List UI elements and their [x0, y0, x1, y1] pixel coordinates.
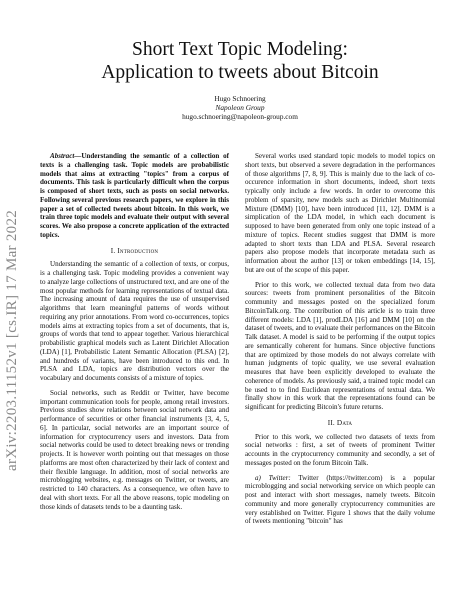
author-name: Hugo Schnoering	[214, 94, 266, 103]
paper-title	[40, 38, 440, 84]
twitter-subheading: a) Twitter:	[255, 473, 291, 482]
intro-paragraph-2: Social networks, such as Reddit or Twitter, have become important communication tools for people, among retail investors. Previous studies show relations between social network data and performance of securities or other financial instruments [3, 4, 5, 6]. In particular, social networks are an important source of information for cryptocurrency users and investors. Data from social networks could be used to detect breaking news or trending projects. It is however worth pointing out that messages on those platforms are most often characterized by their lack of context and their flexible language. In addition, most of social networks are microblogging websites, e.g. messages on Twitter, or tweets, are restricted to 140 characters. As a consequence, we often have to deal with short texts. For all the above reasons, topic modeling on those kinds of datasets tends to be a daunting task.	[40, 388, 229, 511]
title-line-1: Short Text Topic Modeling:	[132, 39, 348, 60]
abstract-label: Abstract	[50, 152, 75, 160]
abstract-text: —Understanding the semantic of a collection of texts is a challenging task. Topic models are probabilistic models that aims at extracting "topics" from a corpus of documents. This task is particularly difficult when the corpus is composed of short texts, such as posts on social networks. Following several previous research papers, we explore in this paper a set of collected tweets about bitcoin. In this work, we train three topic models and evaluate their output with several scores. We also propose a concrete application of the extracted topics.	[40, 152, 229, 239]
right-column	[245, 152, 435, 526]
author-block	[40, 94, 440, 121]
data-paragraph-1: Prior to this work, we collected two datasets of texts from social networks : first, a set of tweets of prominent Twitter accounts in the cryptocurrency community and secondly, a set of messages posted on the forum Bitcoin Talk.	[245, 432, 435, 467]
section-heading-introduction: I. Introduction	[110, 246, 159, 255]
data-paragraph-twitter	[245, 474, 435, 527]
right-paragraph-2: Prior to this work, we collected textual data from two data sources: tweets from prominent personalities of the Bitcoin community and messages posted on the specialized forum BitcoinTalk.org. The contribution of this article is to train three different models: LDA [1], prodLDA [16] and DMM [10] on the dataset of tweets, and to evaluate their performances on the Bitcoin Talk dataset. A model is said to be performing if the output topics are semantically coherent for humans. Since objective functions that are optimized by those models do not always correlate with human judgments of topic quality, we use several evaluation measures that have been explicitly developed to evaluate the coherence of models. As previously said, a trained topic model can be used to to find Euclidean representations of textual data. We finally show in this work that the representations found can be significant for predicting Bitcoin's future returns.	[245, 280, 435, 411]
right-paragraph-1: Several works used standard topic models to model topics on short texts, but observed a severe degradation in the performances of those algorithms [7, 8, 9]. This is mainly due to the lack of co-occurence information in short documents, indeed, short texts typically only include a few words. In order to overcome this problem of sparsity, new models such as Dirichlet Multinomial Mixture (DMM) [10], have been introduced [11, 12]. DMM is a simplication of the LDA model, in which each document is supposed to have been generated from only one topic instead of a mixture of topics. Recent studies suggest that DMM is more adapted to short texts than LDA and PLSA. Several research papers also propose models that incorporate metadata such as information about the author [13] or token embeddings [14, 15], but are out of the scope of this paper.	[245, 152, 435, 274]
author-email: hugo.schnoering@napoleon-group.com	[182, 112, 298, 121]
arxiv-identifier: arXiv:2203.11152v1 [cs.IR] 17 Mar 2022	[4, 209, 20, 471]
abstract	[40, 152, 229, 240]
left-column	[40, 152, 229, 511]
twitter-paragraph-text: Twitter (https://twitter.com) is a popular microblogging and social networking service on which people can post and interact with short messages, namely tweets. Bitcoin community and more generally cryptocurrency communities are very established on Twitter. Figure 1 shows that the daily volume of tweets mentioning "bitcoin" has	[245, 473, 435, 526]
author-affiliation: Napoleon Group	[215, 103, 265, 112]
title-line-2: Application to tweets about Bitcoin	[101, 62, 379, 83]
section-heading-data: II. Data	[327, 418, 353, 427]
intro-paragraph-1: Understanding the semantic of a collection of texts, or corpus, is a challenging task. Topic modeling provides a convenient way to analyze large collections of unstructured text, and are one of the most popular methods for learning representations of textual data. The increasing amount of data requires the use of unsupervised algorithms that learn meaningful patterns of words without requiring any prior annotations. From word co-occurrences, topics models aims at extracting topics from a set of documents, that is, groups of words that tend to appear together. Various hierarchical probabilistic graphical models such as Latent Dirichlet Allocation (LDA) [1], Probabilistic Latent Semantic Allocation (PLSA) [2], and hundreds of variants, have been introduced to this end. In PLSA and LDA, topics are distribution vectors over the vocabulary and documents consists of a mixture of topics.	[40, 260, 229, 382]
